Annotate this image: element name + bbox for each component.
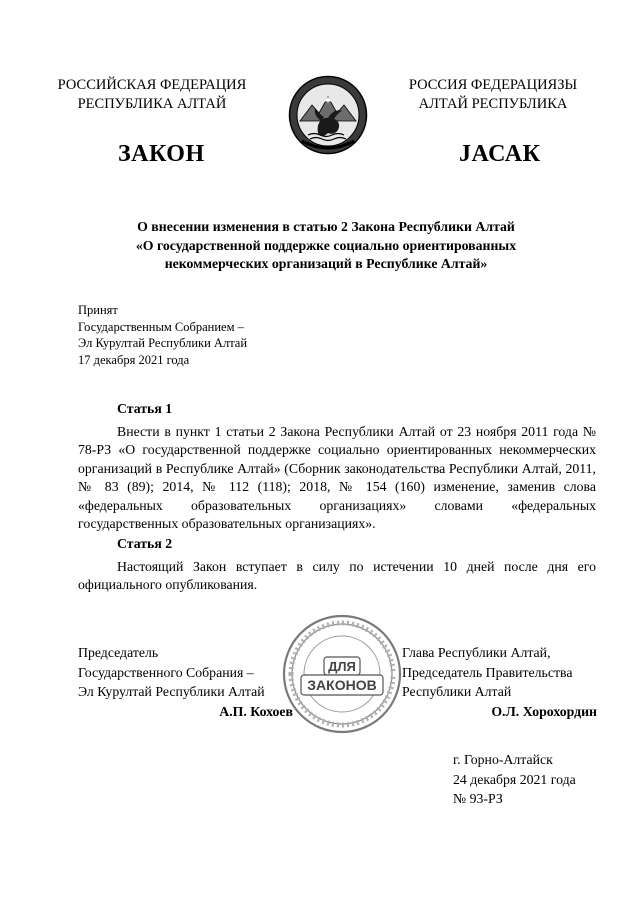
place-date-number	[453, 750, 576, 809]
signature-right-line-2: Председатель Правительства	[402, 664, 573, 680]
signature-right	[402, 643, 597, 721]
signature-left-line-3: Эл Курултай Республики Алтай	[78, 684, 265, 699]
signature-right-line-3: Республики Алтай	[402, 684, 512, 699]
header-left-line-2: РЕСПУБЛИКА АЛТАЙ	[77, 96, 227, 112]
signature-left-line-1: Председатель	[78, 645, 159, 660]
republic-altai-emblem-icon	[288, 75, 368, 155]
signature-left-line-2: Государственного Собрания –	[78, 664, 254, 680]
article-1-text: Внести в пункт 1 статьи 2 Закона Республики Алтай от 23 ноября 2011 года № 78-РЗ «О государственной поддержке социально ориентированных некоммерческих организаций в Республике Алтай» (Сборник законодательства Республики Алтай, 2011, № 83 (89); 2014, № 112 (118); 2018, № 154 (160) изменение, заменив слова «федеральных образовательных организациях» словами «федеральных государственных образовательных организациях».	[78, 424, 596, 532]
law-title-line-3: некоммерческих организаций в Республике Алтай»	[164, 256, 488, 271]
adopted-line-2: Государственным Собранием –	[78, 319, 244, 334]
doc-type-ru: ЗАКОН	[118, 141, 205, 167]
adopted-block	[78, 302, 247, 368]
header-left	[52, 76, 252, 114]
signature-right-name: О.Л. Хорохордин	[491, 703, 597, 719]
adopted-line-3: Эл Курултай Республики Алтай	[78, 336, 248, 350]
law-title	[90, 218, 562, 274]
stamp-line-1: ДЛЯ	[328, 659, 356, 674]
adopted-line-1: Принят	[78, 303, 118, 317]
header-right-line-1: РОССИЯ ФЕДЕРАЦИЯЗЫ	[408, 77, 578, 93]
place-date: 24 декабря 2021 года	[453, 771, 576, 787]
article-2-heading: Статья 2	[117, 536, 173, 551]
article-1-heading: Статья 1	[117, 401, 173, 416]
place-city: г. Горно-Алтайск	[453, 752, 553, 767]
stamp-seal	[281, 613, 403, 735]
law-title-line-2: «О государственной поддержке социально ориентированных	[135, 237, 517, 253]
header-right-line-2: АЛТАЙ РЕСПУБЛИКА	[418, 96, 568, 112]
signature-left	[78, 643, 293, 721]
law-number: № 93-РЗ	[453, 791, 503, 806]
adopted-date: 17 декабря 2021 года	[78, 352, 190, 367]
stamp-line-2: ЗАКОНОВ	[307, 677, 377, 693]
header-right	[398, 76, 588, 114]
signature-right-line-1: Глава Республики Алтай,	[402, 645, 551, 660]
header-left-line-1: РОССИЙСКАЯ ФЕДЕРАЦИЯ	[57, 77, 247, 93]
law-title-line-1: О внесении изменения в статью 2 Закона Республики Алтай	[137, 219, 515, 234]
doc-type-alt: JАСАК	[459, 141, 541, 167]
article-2-text: Настоящий Закон вступает в силу по истечении 10 дней после дня его официального опубликования.	[78, 559, 596, 593]
signature-left-name: А.П. Кохоев	[219, 703, 293, 719]
